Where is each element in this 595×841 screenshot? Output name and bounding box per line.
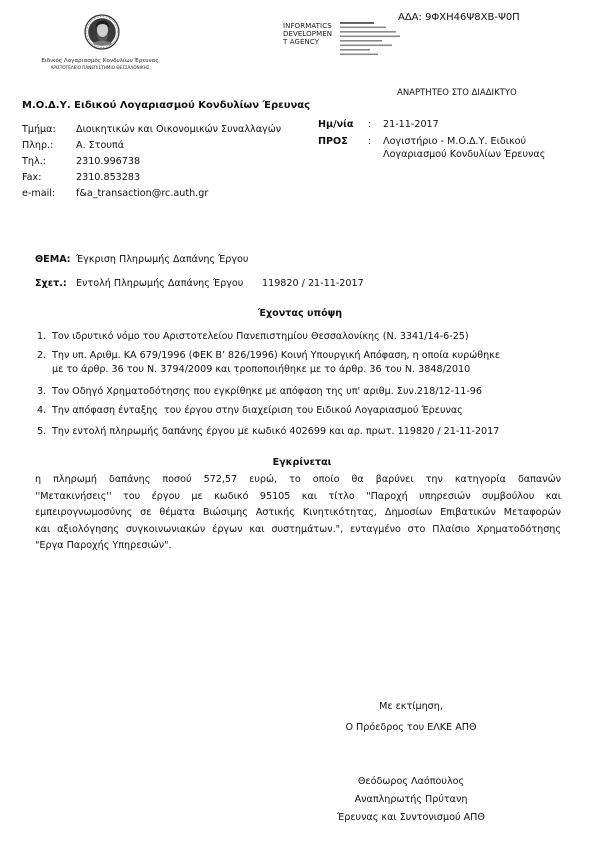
list-item-number: 1. (37, 331, 47, 342)
agency-logo-line: T AGENCY (283, 38, 320, 46)
reference-value: Εντολή Πληρωμής Δαπάνης Έργου (76, 278, 244, 289)
decision-heading: Εγκρίνεται (272, 457, 332, 468)
ada-code: ΑΔΑ: 9ΦΧΗ46Ψ8ΧΒ-Ψ0Π (398, 12, 520, 23)
sender-value: 2310.996738 (76, 156, 141, 167)
sender-value: Α. Στουπά (76, 140, 125, 151)
decision-paragraph (35, 472, 561, 555)
organisation-title: Μ.Ο.Δ.Υ. Ειδικού Λογαριασμού Κονδυλίων Έρευνας (22, 100, 311, 111)
paragraph-line: εμπειρογνωμοσύνης σε θέματα Βιώσιμης Αστικής Κινητικότητας, Δημοσίων Επιβατικών Μεταφορών (35, 507, 561, 518)
subject-label: ΘΕΜΑ: (35, 254, 71, 265)
list-item-text: Τον ιδρυτικό νόμο του Αριστοτελείου Πανεπιστημίου Θεσσαλονίκης (Ν. 3341/14-6-25) (52, 331, 469, 342)
list-item-number: 2. (37, 350, 47, 361)
signatory-title: Αναπληρωτής Πρύτανη (354, 794, 468, 805)
list-item-text: με το άρθρ. 36 του Ν. 3794/2009 και τροποποιήθηκε με το άρθρ. 36 του Ν. 3848/2010 (52, 364, 471, 375)
paragraph-line: ''Μετακινήσεις'' του έργου με κωδικό 95105 και τίτλο "Παροχή υπηρεσιών συμβούλου και (35, 490, 561, 502)
agency-logo-line: DEVELOPMEN (283, 30, 333, 38)
sender-value: Διοικητικών και Οικονομικών Συναλλαγών (76, 124, 282, 135)
logo-caption (30, 58, 170, 71)
date-separator: : (368, 119, 372, 130)
sender-label: Τμήμα: (22, 124, 56, 135)
sender-value: 2310.853283 (76, 172, 141, 183)
recipient-separator: : (368, 136, 372, 147)
reference-number: 119820 / 21-11-2017 (262, 278, 364, 289)
considerations-heading: Έχοντας υπόψη (257, 308, 343, 319)
sender-label: Fax: (22, 172, 42, 183)
recipient-line: Λογαριασμού Κονδυλίων Έρευνας (383, 149, 546, 160)
subject-value: Έγκριση Πληρωμής Δαπάνης Έργου (76, 254, 249, 265)
aristotle-seal-icon (84, 14, 120, 50)
list-item-number: 4. (37, 405, 47, 416)
sender-email: f&a_transaction@rc.auth.gr (76, 188, 209, 199)
agency-logo-text (283, 22, 332, 46)
reference-label: Σχετ.: (35, 278, 67, 289)
posting-note: ΑΝΑΡΤΗΤΕΟ ΣΤΟ ΔΙΑΔΙΚΤΥΟ (397, 88, 517, 98)
recipient-line: Λογιστήριο - Μ.Ο.Δ.Υ. Ειδικού (383, 136, 527, 147)
list-item-text: Τον Οδηγό Χρηματοδότησης που εγκρίθηκε με απόφαση της υπ' αριθμ. Συν.218/12-11-96 (52, 386, 482, 397)
paragraph-line: "Εργα Παροχής Υπηρεσιών". (35, 540, 172, 551)
signatory-role: Ο Πρόεδρος του ΕΛΚΕ ΑΠΘ (345, 722, 477, 733)
paragraph-line: η πληρωμή δαπάνης ποσού 572,57 ευρώ, το οποίο θα βαρύνει την κατηγορία δαπανών (35, 474, 561, 485)
list-item-number: 5. (37, 426, 47, 437)
sender-label: Τηλ.: (22, 156, 46, 167)
list-item-text: Την απόφαση ένταξης του έργου στην διαχείριση του Ειδικού Λογαριασμού Έρευνας (52, 405, 463, 416)
list-item-text: Την εντολή πληρωμής δαπάνης έργου με κωδικό 402699 και αρ. πρωτ. 119820 / 21-11-2017 (52, 426, 500, 437)
signatory-name: Θεόδωρος Λαόπουλος (357, 776, 465, 787)
date-value: 21-11-2017 (383, 119, 439, 130)
sender-label: Πληρ.: (22, 140, 54, 151)
date-label: Ημ/νία (318, 119, 354, 130)
logo-caption-line: ΑΡΙΣΤΟΤΕΛΕΙΟ ΠΑΝΕΠΙΣΤΗΜΙΟ ΘΕΣΣΑΛΟΝΙΚΗΣ (50, 65, 150, 70)
recipient-label: ΠΡΟΣ (318, 136, 348, 147)
list-item-number: 3. (37, 386, 47, 397)
logo-caption-line: Ειδικός Λογαριασμός Κονδυλίων Έρευνας (41, 58, 159, 64)
agency-logo-line: INFORMATICS (283, 22, 332, 30)
signatory-title: Έρευνας και Συντονισμού ΑΠΘ (337, 812, 485, 823)
paragraph-line: και αξιολόγησης συγκοινωνιακών έργων και συστημάτων.", ενταγμένο στο Πλαίσιο Χρηματοδότησης (35, 523, 561, 535)
university-logo (84, 14, 120, 50)
closing-phrase: Με εκτίμηση, (379, 701, 443, 712)
list-item-text: Την υπ. Αριθμ. ΚΑ 679/1996 (ΦΕΚ Β’ 826/1996) Κοινή Υπουργική Απόφαση, η οποία κυρώθηκε (52, 350, 501, 361)
digital-signature-stamp (340, 21, 404, 59)
sender-label: e-mail: (22, 188, 56, 199)
